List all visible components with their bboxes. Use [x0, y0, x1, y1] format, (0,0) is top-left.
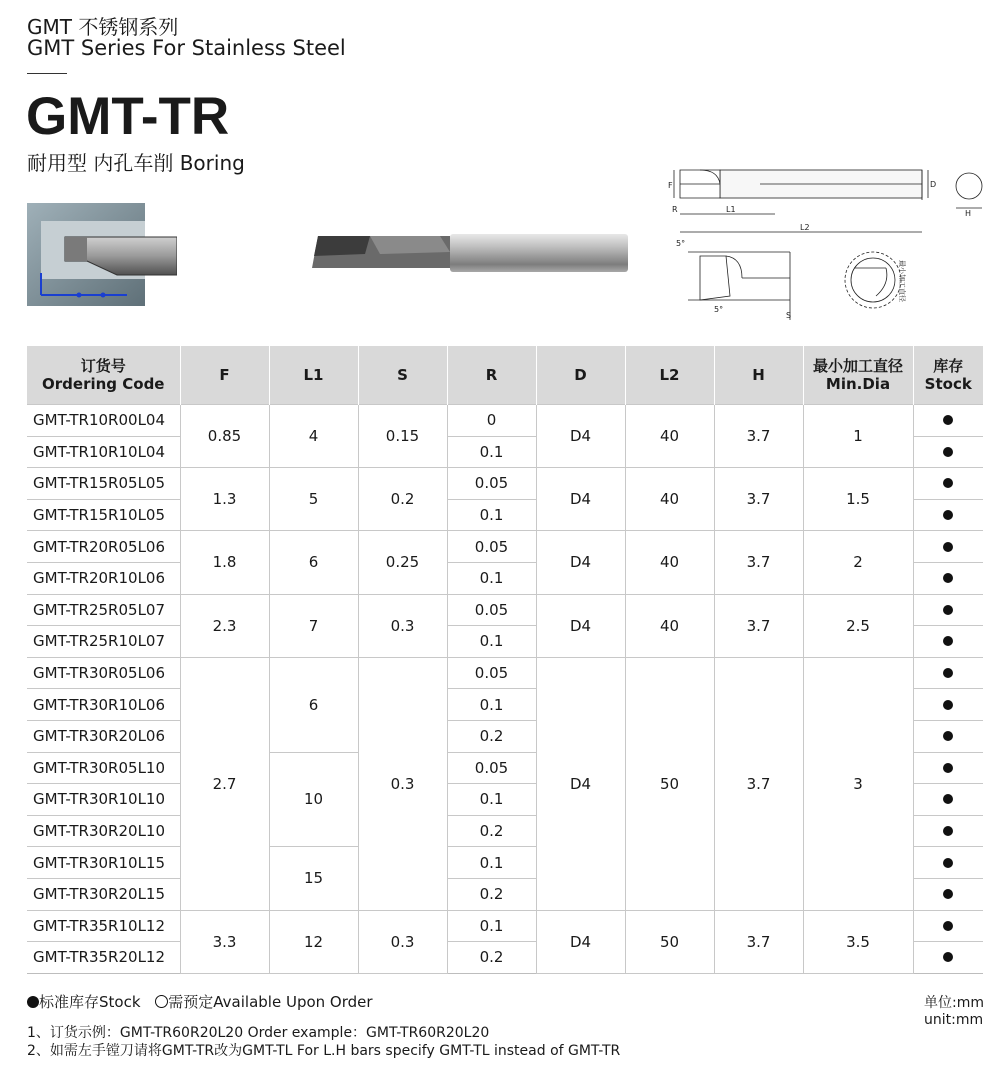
ordering-code: GMT-TR30R10L10	[27, 784, 180, 816]
cell-d: D4	[536, 910, 625, 973]
cell-r: 0.1	[447, 626, 536, 658]
stock-dot-icon	[943, 731, 953, 741]
cell-r: 0.1	[447, 562, 536, 594]
ordering-code: GMT-TR15R05L05	[27, 468, 180, 500]
ordering-code: GMT-TR35R10L12	[27, 910, 180, 942]
header-ordering-code: 订货号 Ordering Code	[27, 346, 180, 405]
stock-dot-icon	[943, 889, 953, 899]
header-stock: 库存 Stock	[913, 346, 983, 405]
stock-indicator	[913, 531, 983, 563]
header-d: D	[536, 346, 625, 405]
cell-f: 2.7	[180, 657, 269, 910]
cell-l1: 15	[269, 847, 358, 910]
stock-indicator	[913, 499, 983, 531]
cell-r: 0.1	[447, 436, 536, 468]
cell-h: 3.7	[714, 910, 803, 973]
stock-dot-icon	[943, 921, 953, 931]
header-l1: L1	[269, 346, 358, 405]
cell-l1: 4	[269, 405, 358, 468]
cell-l2: 40	[625, 594, 714, 657]
cell-l1: 12	[269, 910, 358, 973]
stock-dot-icon	[943, 858, 953, 868]
stock-dot-icon	[943, 636, 953, 646]
cell-min-dia: 3	[803, 657, 913, 910]
unit-en: unit:mm	[924, 1012, 984, 1028]
ordering-code: GMT-TR20R10L06	[27, 562, 180, 594]
cell-l1: 6	[269, 531, 358, 594]
ordering-code: GMT-TR30R05L10	[27, 752, 180, 784]
legend-order-label: 需预定Available Upon Order	[168, 993, 373, 1011]
cell-r: 0	[447, 405, 536, 437]
stock-indicator	[913, 562, 983, 594]
ordering-code: GMT-TR30R20L10	[27, 815, 180, 847]
stock-dot-icon	[943, 952, 953, 962]
stock-indicator	[913, 878, 983, 910]
cell-s: 0.15	[358, 405, 447, 468]
cell-h: 3.7	[714, 405, 803, 468]
cell-f: 0.85	[180, 405, 269, 468]
dim-r-label: R	[672, 205, 678, 214]
technical-drawing	[660, 160, 990, 322]
cell-r: 0.2	[447, 815, 536, 847]
unit-cn: 单位:mm	[924, 995, 984, 1011]
stock-indicator	[913, 689, 983, 721]
stock-dot-icon	[943, 605, 953, 615]
dim-d-label: D	[930, 180, 937, 189]
unit-note	[924, 995, 984, 1029]
cell-min-dia: 1.5	[803, 468, 913, 531]
ordering-code: GMT-TR30R10L06	[27, 689, 180, 721]
cell-min-dia: 2.5	[803, 594, 913, 657]
table-row	[27, 594, 983, 626]
page-title: GMT-TR	[26, 87, 230, 146]
cell-f: 2.3	[180, 594, 269, 657]
series-title-en: GMT Series For Stainless Steel	[27, 36, 346, 60]
header-min-dia: 最小加工直径 Min.Dia	[803, 346, 913, 405]
legend-stock-label: 标准库存Stock	[39, 993, 141, 1011]
cell-s: 0.2	[358, 468, 447, 531]
footnote-1: 1、订货示例：GMT-TR60R20L20 Order example：GMT-TR60R20L20	[27, 1025, 490, 1041]
header-f: F	[180, 346, 269, 405]
stock-dot-icon	[943, 794, 953, 804]
stock-indicator	[913, 594, 983, 626]
dim-l2-label: L2	[800, 223, 810, 232]
cell-d: D4	[536, 405, 625, 468]
stock-indicator	[913, 784, 983, 816]
stock-indicator	[913, 942, 983, 974]
ordering-code: GMT-TR30R05L06	[27, 657, 180, 689]
dim-s-label: S	[786, 311, 792, 320]
ordering-code: GMT-TR35R20L12	[27, 942, 180, 974]
table-row	[27, 657, 983, 689]
stock-dot-icon	[943, 573, 953, 583]
stock-indicator	[913, 436, 983, 468]
footnotes	[27, 1024, 620, 1060]
tool-photo	[310, 230, 630, 274]
table-row	[27, 468, 983, 500]
cell-r: 0.2	[447, 942, 536, 974]
cell-h: 3.7	[714, 468, 803, 531]
cell-l2: 50	[625, 910, 714, 973]
cell-r: 0.05	[447, 594, 536, 626]
cell-r: 0.1	[447, 847, 536, 879]
stock-dot-icon	[943, 510, 953, 520]
cell-l2: 40	[625, 531, 714, 594]
stock-dot-icon	[943, 826, 953, 836]
cell-r: 0.05	[447, 531, 536, 563]
stock-dot-icon	[943, 668, 953, 678]
header-h: H	[714, 346, 803, 405]
min-dia-note: 最小加工直径	[898, 260, 906, 302]
stock-indicator	[913, 752, 983, 784]
cell-l2: 40	[625, 468, 714, 531]
cell-s: 0.25	[358, 531, 447, 594]
stock-dot-icon	[943, 700, 953, 710]
angle-top-label: 5°	[676, 239, 686, 248]
dim-h-label: H	[965, 209, 972, 218]
series-title-cn: GMT 不锈钢系列	[27, 15, 179, 39]
order-circle-icon	[155, 995, 168, 1008]
stock-indicator	[913, 720, 983, 752]
cell-f: 1.3	[180, 468, 269, 531]
spec-table	[27, 346, 983, 974]
stock-indicator	[913, 468, 983, 500]
table-row	[27, 910, 983, 942]
ordering-code: GMT-TR10R00L04	[27, 405, 180, 437]
stock-dot-icon	[943, 763, 953, 773]
header-r: R	[447, 346, 536, 405]
stock-indicator	[913, 815, 983, 847]
ordering-code: GMT-TR15R10L05	[27, 499, 180, 531]
cell-l2: 50	[625, 657, 714, 910]
stock-indicator	[913, 626, 983, 658]
dim-l1-label: L1	[726, 205, 736, 214]
header-s: S	[358, 346, 447, 405]
cell-r: 0.2	[447, 720, 536, 752]
cell-r: 0.05	[447, 468, 536, 500]
stock-dot-icon	[943, 542, 953, 552]
table-row	[27, 405, 983, 437]
stock-dot-icon	[943, 415, 953, 425]
stock-indicator	[913, 657, 983, 689]
ordering-code: GMT-TR25R10L07	[27, 626, 180, 658]
ordering-code: GMT-TR30R20L15	[27, 878, 180, 910]
cell-s: 0.3	[358, 594, 447, 657]
cell-l1: 5	[269, 468, 358, 531]
stock-indicator	[913, 910, 983, 942]
cell-r: 0.1	[447, 910, 536, 942]
stock-dot-icon	[943, 447, 953, 457]
cell-f: 1.8	[180, 531, 269, 594]
cell-r: 0.1	[447, 784, 536, 816]
cell-r: 0.1	[447, 499, 536, 531]
dim-f-label: F	[668, 181, 673, 190]
stock-dot-icon	[27, 996, 39, 1008]
cell-d: D4	[536, 657, 625, 910]
ordering-code: GMT-TR20R05L06	[27, 531, 180, 563]
cell-l1: 7	[269, 594, 358, 657]
cell-s: 0.3	[358, 910, 447, 973]
cell-r: 0.05	[447, 657, 536, 689]
cell-min-dia: 1	[803, 405, 913, 468]
ordering-code: GMT-TR10R10L04	[27, 436, 180, 468]
angle-bottom-label: 5°	[714, 305, 724, 314]
cell-r: 0.05	[447, 752, 536, 784]
stock-dot-icon	[943, 478, 953, 488]
ordering-code: GMT-TR30R20L06	[27, 720, 180, 752]
cell-d: D4	[536, 468, 625, 531]
cell-r: 0.1	[447, 689, 536, 721]
title-divider	[27, 73, 67, 74]
cell-d: D4	[536, 594, 625, 657]
cell-r: 0.2	[447, 878, 536, 910]
cell-min-dia: 2	[803, 531, 913, 594]
page-subtitle: 耐用型 内孔车削 Boring	[27, 151, 245, 175]
ordering-code: GMT-TR25R05L07	[27, 594, 180, 626]
cell-d: D4	[536, 531, 625, 594]
cell-l1: 6	[269, 657, 358, 752]
cell-s: 0.3	[358, 657, 447, 910]
table-header	[27, 346, 983, 405]
stock-indicator	[913, 405, 983, 437]
cell-h: 3.7	[714, 657, 803, 910]
stock-legend	[27, 991, 373, 1012]
cell-f: 3.3	[180, 910, 269, 973]
cell-l1: 10	[269, 752, 358, 847]
stock-indicator	[913, 847, 983, 879]
ordering-code: GMT-TR30R10L15	[27, 847, 180, 879]
table-row	[27, 531, 983, 563]
cell-h: 3.7	[714, 594, 803, 657]
cell-h: 3.7	[714, 531, 803, 594]
footnote-2: 2、如需左手镗刀请将GMT-TR改为GMT-TL For L.H bars specify GMT-TL instead of GMT-TR	[27, 1043, 621, 1059]
header-l2: L2	[625, 346, 714, 405]
boring-illustration	[27, 203, 177, 306]
cell-min-dia: 3.5	[803, 910, 913, 973]
cell-l2: 40	[625, 405, 714, 468]
